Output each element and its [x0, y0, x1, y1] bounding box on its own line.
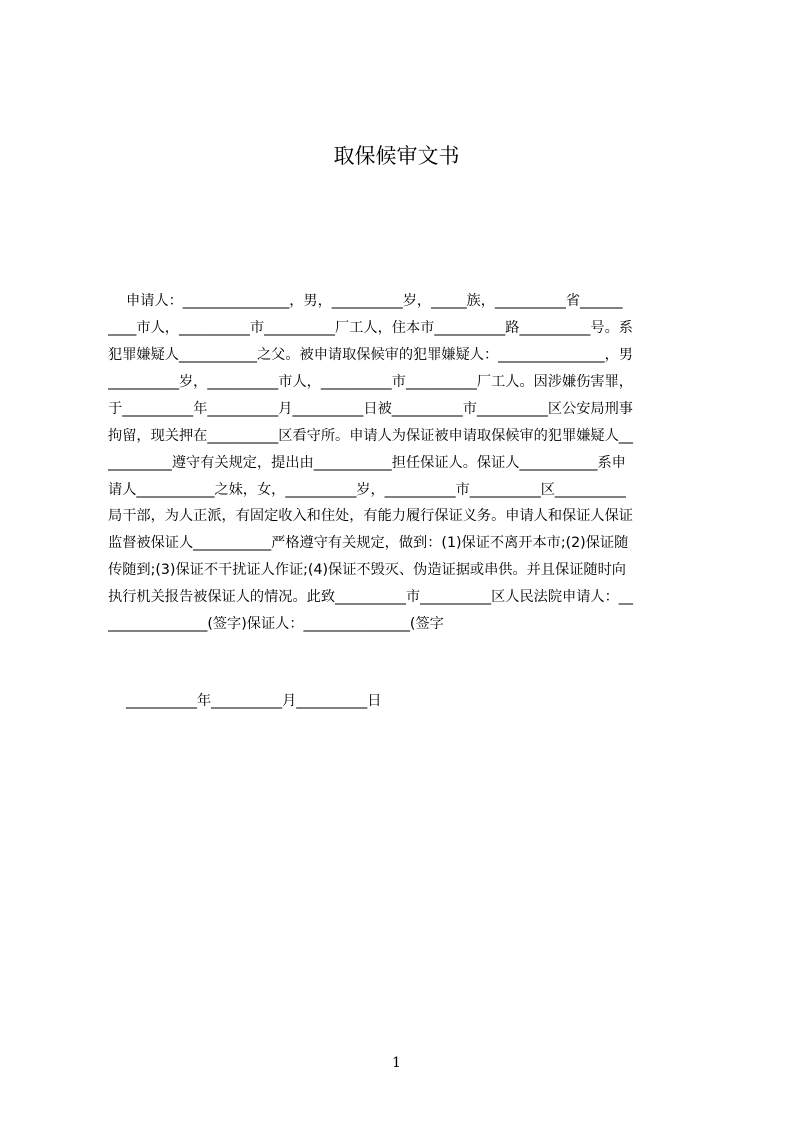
body-line-13: ______________(签字)保证人：_______________(签字	[108, 616, 444, 632]
body-line-5: 于__________年__________月__________日被__________市__________区公安局刑事	[108, 401, 633, 417]
body-line-1: 申请人：_______________，男，__________岁，_____族，__________省______	[108, 293, 623, 309]
date-line: __________年__________月__________日	[108, 693, 382, 709]
body-line-3: 犯罪嫌疑人___________之父。被申请取保候审的犯罪嫌疑人：_______________，男	[108, 347, 633, 363]
body-line-6: 拘留，现关押在__________区看守所。申请人为保证被申请取保候审的犯罪嫌疑人__	[108, 428, 633, 444]
body-line-12: 执行机关报告被保证人的情况。此致__________市__________区人民法院申请人：__	[108, 589, 633, 605]
body-line-9: 局干部，为人正派，有固定收入和住处，有能力履行保证义务。申请人和保证人保证	[108, 508, 633, 524]
body-line-10: 监督被保证人___________严格遵守有关规定，做到：(1)保证不离开本市;(2)保证随	[108, 535, 629, 551]
body-line-8: 请人___________之妹，女，__________岁，__________市__________区__________	[108, 482, 626, 498]
body-line-2: ____市人，__________市__________厂工人，住本市__________路__________号。系	[108, 320, 633, 336]
body-line-4: __________岁，__________市人，__________市__________厂工人。因涉嫌伤害罪，	[108, 374, 633, 390]
page-number: 1	[392, 1055, 401, 1071]
body-line-7: _________遵守有关规定，提出由___________担任保证人。保证人___________系申	[108, 455, 626, 471]
document-title: 取保候审文书	[333, 144, 460, 168]
body-line-11: 传随到;(3)保证不干扰证人作证;(4)保证不毁灭、伪造证据或串供。并且保证随时向	[108, 562, 626, 578]
